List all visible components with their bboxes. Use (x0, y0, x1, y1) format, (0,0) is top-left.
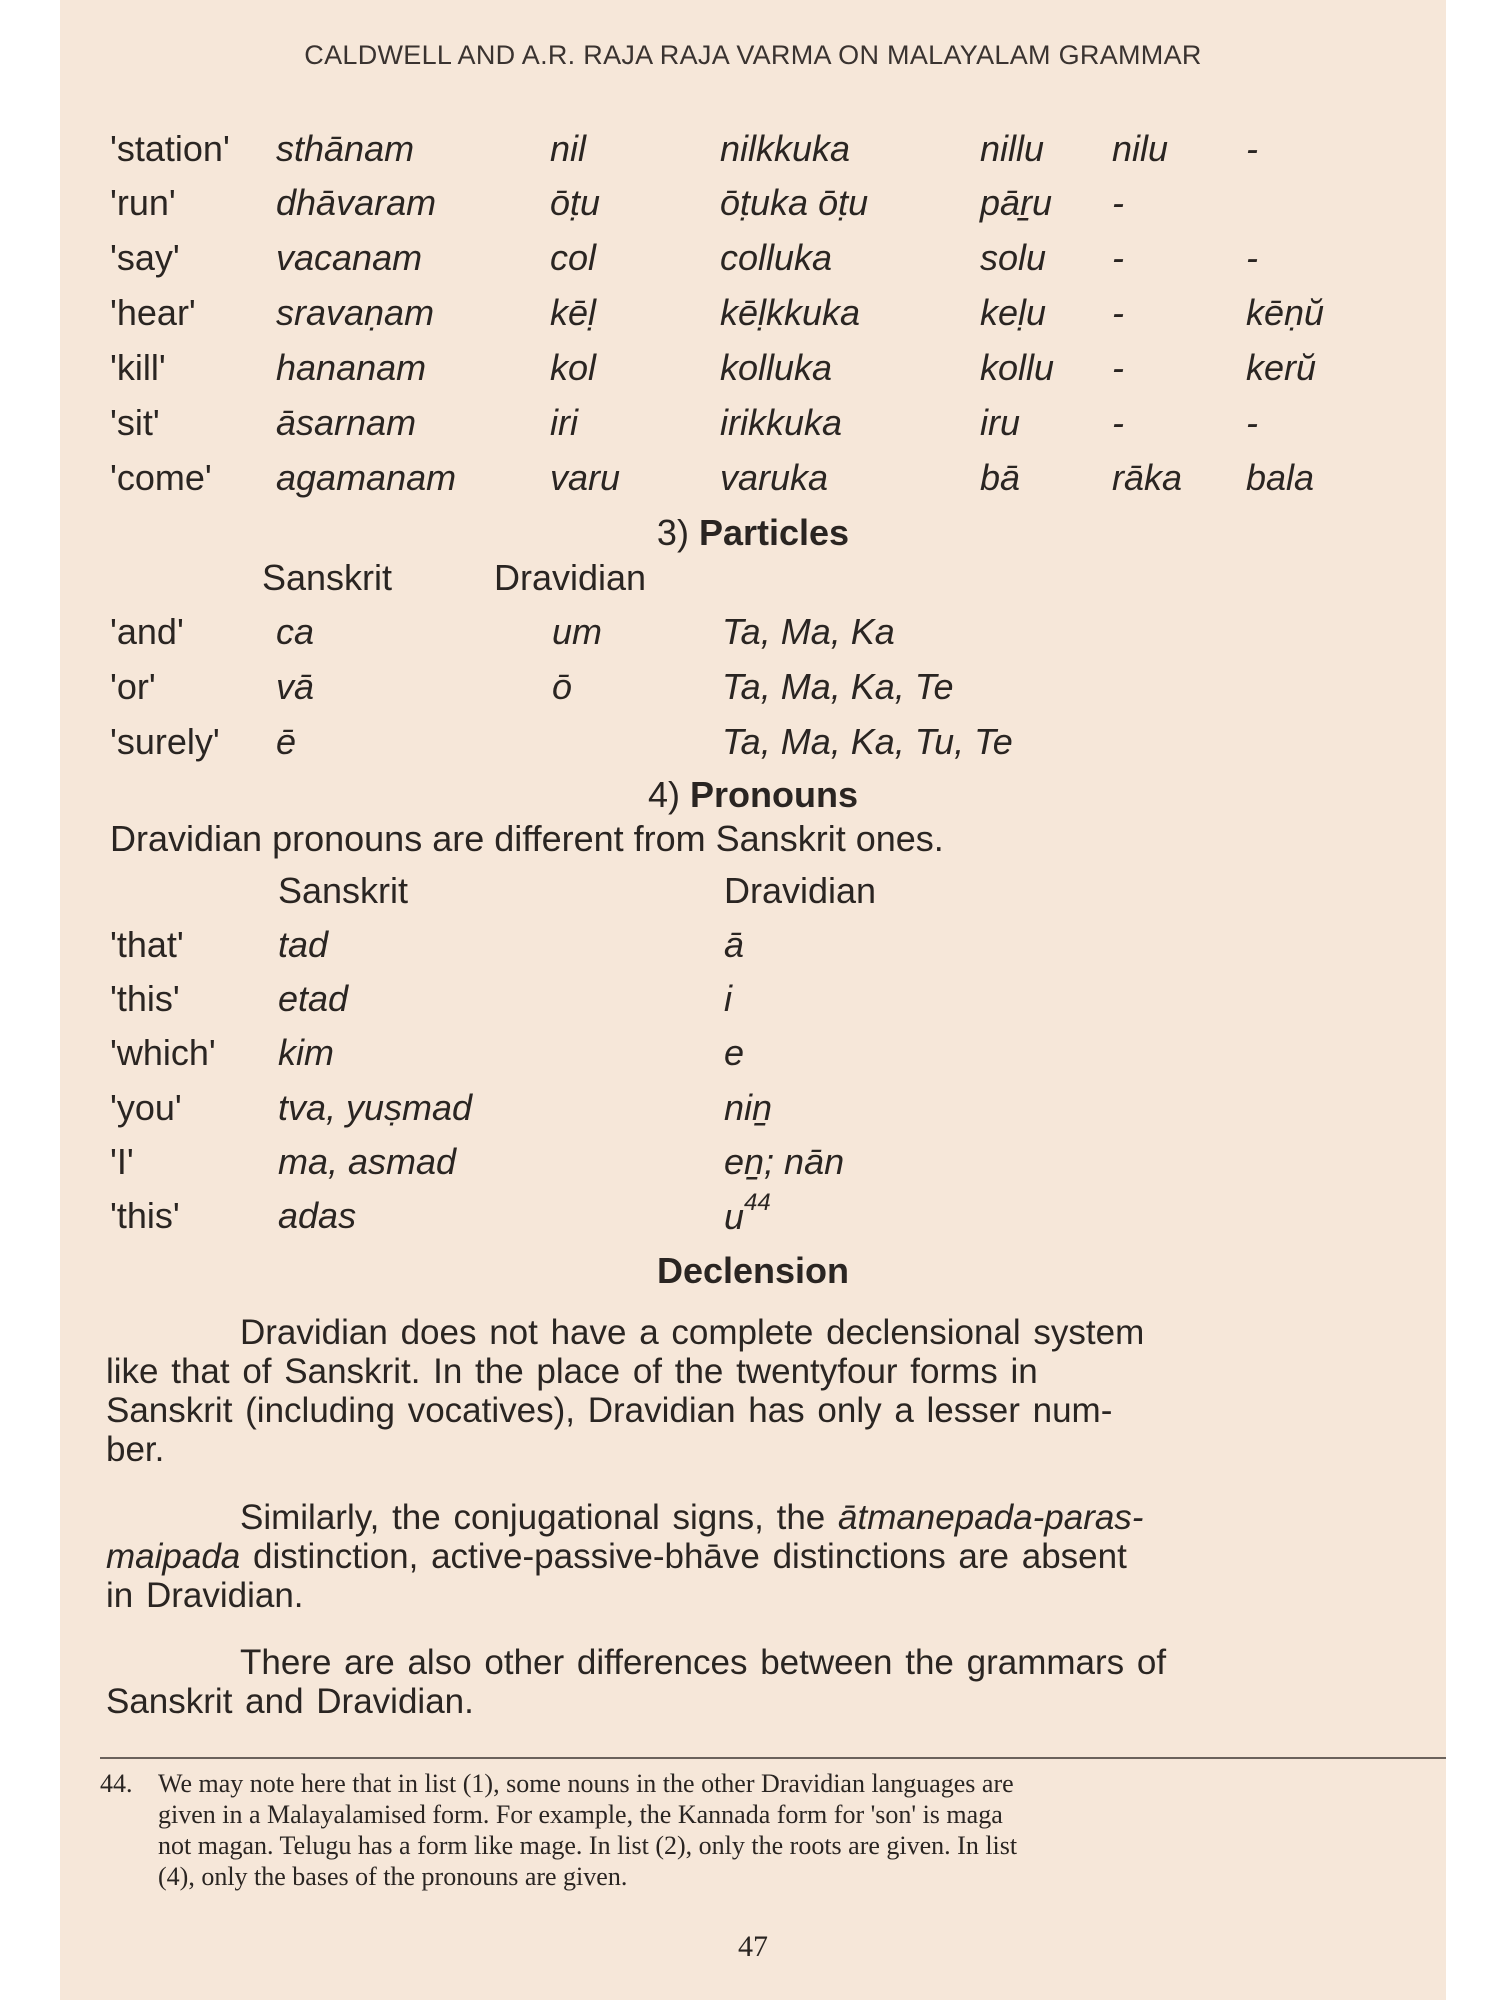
section-heading-declension (60, 1250, 1446, 1292)
dravidian-form: ā (724, 924, 745, 965)
languages: Ta, Ma, Ka, Te (722, 666, 954, 707)
section-title: Pronouns (690, 774, 859, 815)
telugu-form: keḷu (980, 292, 1047, 333)
footnote-line: given in a Malayalamised form. For example, the Kannada form for 'son' is maga (158, 1800, 1003, 1829)
section-title: Particles (698, 512, 850, 553)
sanskrit-form: hananam (276, 347, 427, 388)
table-row (60, 666, 1446, 714)
kannada-form: - (1112, 347, 1124, 388)
other-form: - (1246, 402, 1258, 443)
dravidian-form-text: u (724, 1196, 745, 1237)
dravidian-form: ō (552, 666, 573, 707)
table-header (60, 870, 1446, 918)
dravidian-form (724, 1189, 771, 1238)
gloss: 'surely' (110, 721, 220, 762)
gloss: 'sit' (110, 402, 160, 443)
table-row (60, 347, 1446, 395)
kannada-form: - (1112, 402, 1124, 443)
paragraph-line: Sanskrit (including vocatives), Dravidian has only a lesser num- (106, 1391, 1113, 1430)
sanskrit-form: sravaṇam (276, 292, 435, 333)
other-form: kerŭ (1246, 347, 1317, 388)
book-page (60, 0, 1446, 2000)
sanskrit-form: ca (276, 611, 315, 652)
gloss: 'hear' (110, 292, 196, 333)
paragraph (106, 1643, 1476, 1721)
paragraph-line: ber. (106, 1430, 165, 1469)
column-header: Dravidian (724, 870, 877, 911)
sanskrit-form: ma, asmad (278, 1141, 457, 1182)
table-row (60, 1032, 1446, 1080)
kannada-form: - (1112, 182, 1124, 223)
root-form: varu (550, 457, 621, 498)
gloss: 'and' (110, 611, 184, 652)
dravidian-form: eṉ; nān (724, 1141, 845, 1182)
gloss: 'that' (110, 924, 184, 965)
italic-term: maipada (106, 1537, 241, 1576)
table-header (60, 557, 1446, 605)
telugu-form: bā (980, 457, 1021, 498)
root-form: kol (550, 347, 597, 388)
telugu-form: solu (980, 237, 1047, 278)
paragraph-line: in Dravidian. (106, 1576, 304, 1615)
table-row (60, 128, 1446, 176)
gloss: 'I' (110, 1141, 134, 1182)
languages: Ta, Ma, Ka (722, 611, 895, 652)
column-header: Dravidian (494, 557, 647, 598)
languages: Ta, Ma, Ka, Tu, Te (722, 721, 1013, 762)
kannada-form: nilu (1112, 128, 1169, 169)
paragraph-line (106, 1537, 1476, 1576)
footnote-line: We may note here that in list (1), some nouns in the other Dravidian languages are (158, 1769, 1014, 1798)
gloss: 'or' (110, 666, 156, 707)
gloss: 'station' (110, 128, 230, 169)
paragraph-line: There are also other differences between the grammars of (240, 1643, 1167, 1682)
gloss: 'which' (110, 1032, 216, 1073)
page-number: 47 (738, 1930, 768, 1963)
table-row (60, 182, 1446, 230)
table-row (60, 292, 1446, 340)
sanskrit-form: ē (276, 721, 297, 762)
table-row (60, 1141, 1446, 1189)
kannada-form: - (1112, 292, 1124, 333)
sanskrit-form: kim (278, 1032, 334, 1073)
footnote-line: not magan. Telugu has a form like mage. In list (2), only the roots are given. In list (158, 1831, 1018, 1860)
pronouns-intro: Dravidian pronouns are different from Sanskrit ones. (110, 818, 944, 859)
infinitive-form: ōṭuka ōṭu (720, 182, 869, 223)
infinitive-form: nilkkuka (720, 128, 851, 169)
footnote-number: 44. (100, 1769, 133, 1798)
section-title: Declension (656, 1250, 850, 1291)
gloss: 'you' (110, 1087, 182, 1128)
table-row (60, 611, 1446, 659)
table-row (60, 1087, 1446, 1135)
infinitive-form: kolluka (720, 347, 833, 388)
paragraph (106, 1313, 1476, 1469)
paragraph-line: Sanskrit and Dravidian. (106, 1682, 474, 1721)
section-number: 4) (647, 774, 680, 815)
sanskrit-form: sthānam (276, 128, 415, 169)
sanskrit-form: etad (278, 978, 349, 1019)
kannada-form: rāka (1112, 457, 1183, 498)
table-row (60, 237, 1446, 285)
gloss: 'run' (110, 182, 176, 223)
footnote-body (158, 1768, 1017, 1892)
paragraph-line: like that of Sanskrit. In the place of the twentyfour forms in (106, 1352, 1038, 1391)
table-row (60, 457, 1446, 505)
kannada-form: - (1112, 237, 1124, 278)
telugu-form: nillu (980, 128, 1045, 169)
section-heading-particles (60, 512, 1446, 554)
other-form: - (1246, 237, 1258, 278)
other-form: bala (1246, 457, 1315, 498)
infinitive-form: varuka (720, 457, 829, 498)
sanskrit-form: tad (278, 924, 329, 965)
root-form: col (550, 237, 597, 278)
sanskrit-form: tva, yuṣmad (278, 1087, 473, 1128)
paragraph-line (106, 1498, 1476, 1537)
sanskrit-form: agamanam (276, 457, 457, 498)
other-form: kēṇŭ (1246, 292, 1325, 333)
table-row (60, 402, 1446, 450)
root-form: iri (550, 402, 578, 443)
footnote-marker: 44 (744, 1189, 771, 1216)
root-form: ōṭu (550, 182, 601, 223)
telugu-form: pāṟu (980, 182, 1053, 223)
gloss: 'this' (110, 978, 180, 1019)
column-header: Sanskrit (278, 870, 409, 911)
sanskrit-form: āsarnam (276, 402, 417, 443)
column-header: Sanskrit (262, 557, 393, 598)
telugu-form: iru (980, 402, 1021, 443)
dravidian-form: i (724, 978, 732, 1019)
infinitive-form: irikkuka (720, 402, 843, 443)
root-form: kēḷ (550, 292, 597, 333)
root-form: nil (550, 128, 587, 169)
telugu-form: kollu (980, 347, 1055, 388)
dravidian-form: niṉ (724, 1087, 773, 1128)
sanskrit-form: dhāvaram (276, 182, 437, 223)
dravidian-form: um (552, 611, 603, 652)
text-run: Similarly, the conjugational signs, the (240, 1498, 838, 1537)
gloss: 'come' (110, 457, 212, 498)
gloss: 'this' (110, 1195, 180, 1236)
gloss: 'say' (110, 237, 180, 278)
italic-term: ātmanepada-paras- (838, 1498, 1144, 1537)
footnote-divider (100, 1757, 1446, 1759)
gloss: 'kill' (110, 347, 166, 388)
text-run: distinction, active-passive-bhāve distinctions are absent (240, 1537, 1127, 1576)
sanskrit-form: adas (278, 1195, 357, 1236)
section-number: 3) (656, 512, 689, 553)
section-heading-pronouns (60, 774, 1446, 816)
table-row (60, 721, 1446, 769)
table-row (60, 924, 1446, 972)
other-form: - (1246, 128, 1258, 169)
infinitive-form: colluka (720, 237, 833, 278)
infinitive-form: kēḷkkuka (720, 292, 861, 333)
footnote-line: (4), only the bases of the pronouns are given. (158, 1862, 628, 1891)
paragraph (106, 1498, 1476, 1615)
running-header: CALDWELL AND A.R. RAJA RAJA VARMA ON MALAYALAM GRAMMAR (304, 40, 1202, 70)
table-row (60, 978, 1446, 1026)
sanskrit-form: vacanam (276, 237, 423, 278)
dravidian-form: e (724, 1032, 745, 1073)
table-row (60, 1189, 1446, 1243)
sanskrit-form: vā (276, 666, 315, 707)
paragraph-line: Dravidian does not have a complete declensional system (240, 1313, 1145, 1352)
